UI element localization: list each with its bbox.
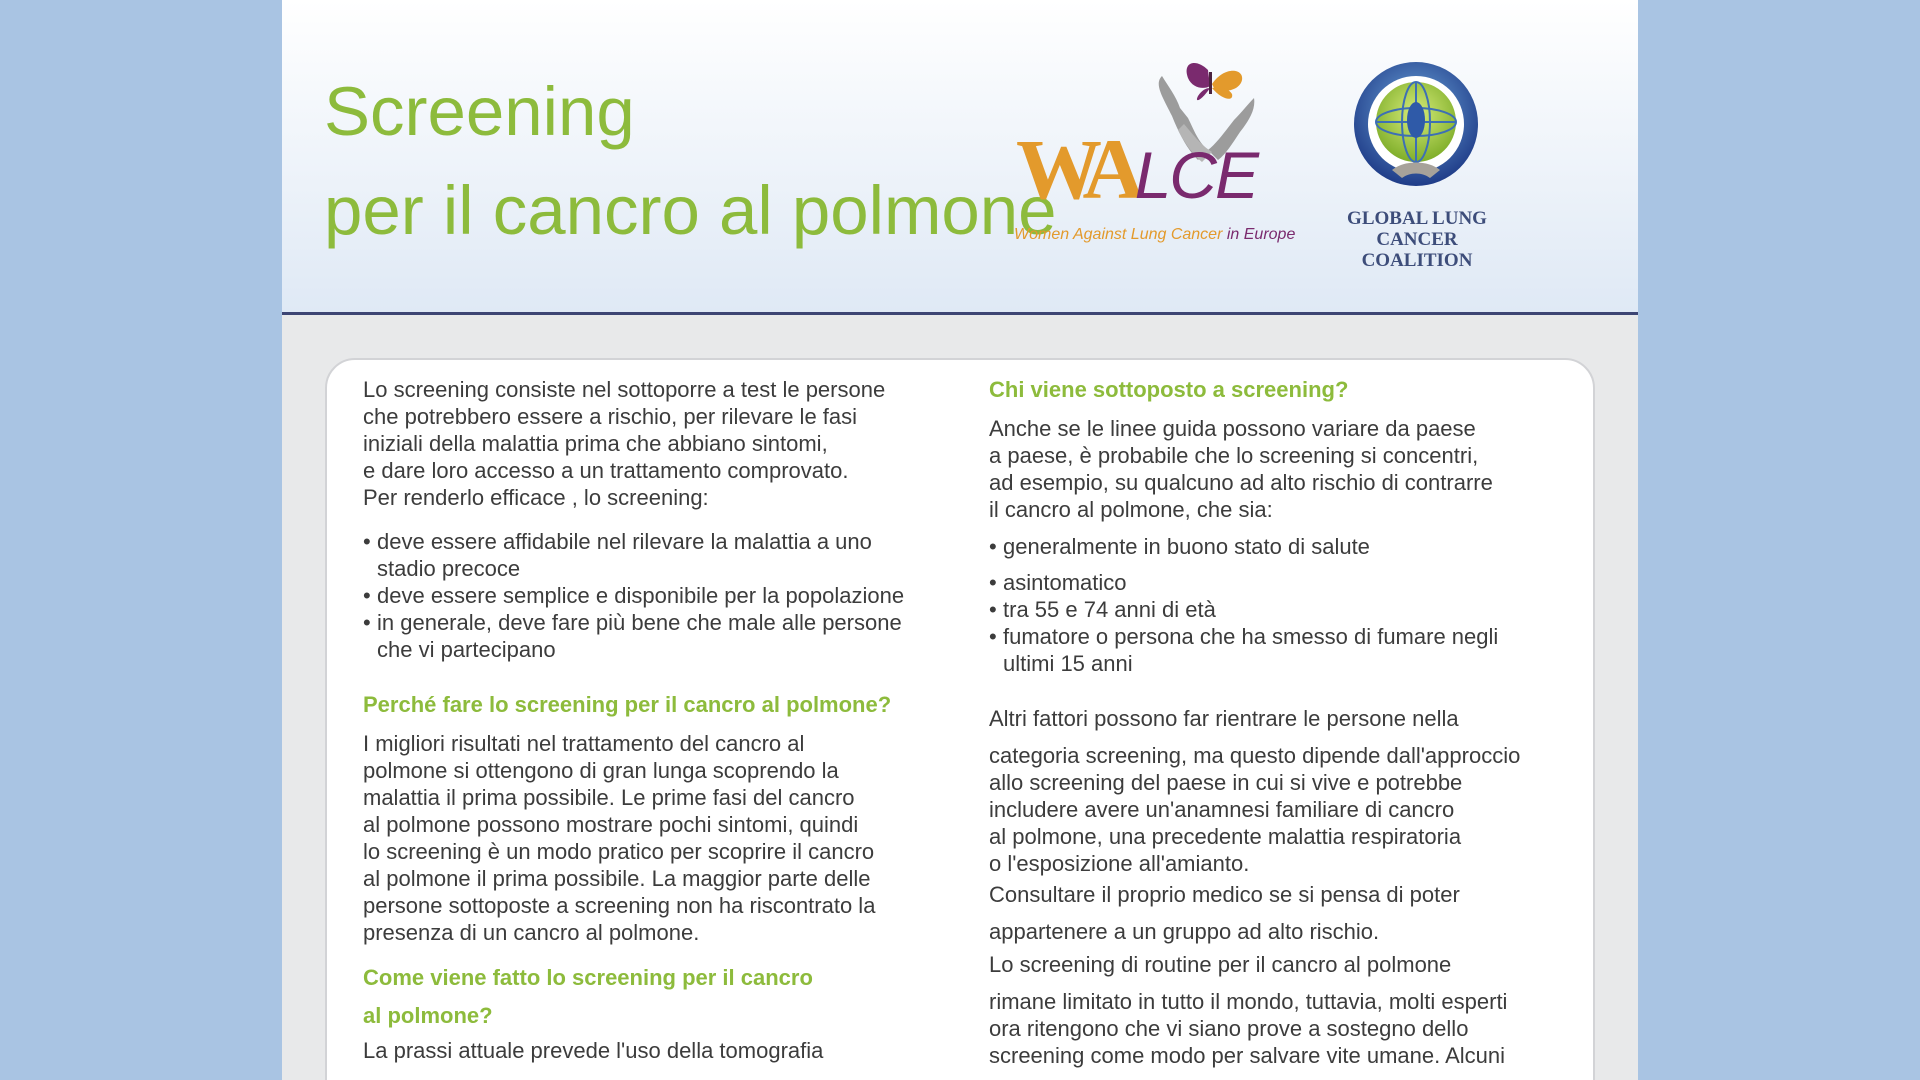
consult-line: appartenere a un gruppo ad alto rischio. [989, 919, 1380, 944]
intro-line: Per renderlo efficace , lo screening: [363, 485, 709, 510]
list-item-text: che vi partecipano [377, 637, 556, 662]
glcc-globe-logo-icon [1352, 62, 1486, 202]
list-item [363, 582, 923, 609]
consult-line: Consultare il proprio medico se si pensa di poter [989, 882, 1460, 907]
list-item [363, 609, 923, 663]
list-item-text: stadio precoce [377, 556, 521, 581]
list-item-text: • deve essere affidabile nel rilevare la malattia a uno [377, 529, 872, 554]
walce-letters-lce: LCE [1134, 138, 1257, 212]
list-item-text: • in generale, deve fare più bene che male alle persone [377, 610, 902, 635]
glcc-line-2: COALITION [1361, 250, 1473, 271]
heading-how-screening [363, 964, 923, 1029]
routine-line: Lo screening di routine per il cancro al polmone [989, 952, 1452, 977]
who-line: a paese, è probabile che lo screening si concentri, [989, 443, 1479, 468]
walce-tagline-main: Women Against Lung Cancer [1014, 226, 1227, 243]
list-item-text: • deve essere semplice e disponibile per la popolazione [377, 583, 905, 608]
who-line: ad esempio, su qualcuno ad alto rischio di contrarre [989, 470, 1493, 495]
requirements-list [363, 528, 923, 663]
walce-tagline [1014, 226, 1295, 244]
walce-tagline-europe: in Europe [1226, 226, 1296, 243]
why-line: al polmone il prima possibile. La maggior parte delle [363, 866, 871, 891]
title-line-2: per il cancro al polmone [324, 172, 1057, 249]
routine-paragraph [989, 951, 1559, 1069]
title-line-1: Screening [324, 73, 635, 150]
why-line: polmone si ottengono di gran lunga scoprendo la [363, 758, 839, 783]
why-line: persone sottoposte a screening non ha riscontrato la [363, 893, 876, 918]
walce-letters-wa: WA [1016, 121, 1135, 217]
heading-who-screened: Chi viene sottoposto a screening? [989, 377, 1349, 402]
why-line: presenza di un cancro al polmone. [363, 920, 700, 945]
list-item [989, 533, 1559, 560]
other-factors-line: Altri fattori possono far rientrare le persone nella [989, 706, 1459, 731]
other-factors-line: allo screening del paese in cui si vive e potrebbe [989, 770, 1463, 795]
glcc-wordmark [1312, 208, 1522, 271]
who-paragraph [989, 415, 1559, 523]
other-factors-line: includere avere un'anamnesi familiare di cancro [989, 797, 1455, 822]
other-factors-line: al polmone, una precedente malattia respiratoria [989, 824, 1462, 849]
intro-line: iniziali della malattia prima che abbiano sintomi, [363, 431, 828, 456]
risk-criteria-list [989, 533, 1559, 677]
list-item [989, 596, 1559, 623]
consult-paragraph [989, 881, 1559, 945]
intro-line: Lo screening consiste nel sottoporre a test le persone [363, 377, 886, 402]
how-paragraph: La prassi attuale prevede l'uso della tomografia [363, 1038, 824, 1063]
list-item-text: • asintomatico [1003, 570, 1127, 595]
why-line: al polmone possono mostrare pochi sintomi, quindi [363, 812, 859, 837]
other-factors-line: categoria screening, ma questo dipende dall'approccio [989, 743, 1521, 768]
document-page [282, 0, 1638, 1080]
heading-how-line-2: al polmone? [363, 1003, 493, 1028]
left-column [363, 376, 923, 1064]
document-header [282, 0, 1638, 315]
why-line: lo screening è un modo pratico per scoprire il cancro [363, 839, 875, 864]
intro-line: che potrebbero essere a rischio, per rilevare le fasi [363, 404, 858, 429]
document-title [324, 62, 1057, 260]
routine-line: rimane limitato in tutto il mondo, tuttavia, molti esperti [989, 989, 1508, 1014]
other-factors-line: o l'esposizione all'amianto. [989, 851, 1250, 876]
list-item [989, 569, 1559, 596]
list-item-text: • fumatore o persona che ha smesso di fumare negli [1003, 624, 1499, 649]
why-paragraph [363, 730, 923, 946]
heading-why-screening: Perché fare lo screening per il cancro al polmone? [363, 692, 892, 717]
why-line: malattia il prima possibile. Le prime fasi del cancro [363, 785, 855, 810]
heading-how-line-1: Come viene fatto lo screening per il cancro [363, 965, 813, 990]
routine-line: ora ritengono che vi siano prove a sostegno dello [989, 1016, 1469, 1041]
who-line: Anche se le linee guida possono variare da paese [989, 416, 1476, 441]
glcc-line-1: GLOBAL LUNG CANCER [1347, 208, 1487, 250]
walce-wordmark [1016, 121, 1257, 218]
list-item [989, 623, 1559, 677]
list-item [363, 528, 923, 582]
list-item-text: ultimi 15 anni [1003, 651, 1133, 676]
intro-paragraph [363, 376, 923, 511]
intro-line: e dare loro accesso a un trattamento comprovato. [363, 458, 849, 483]
why-line: I migliori risultati nel trattamento del cancro al [363, 731, 805, 756]
routine-line: screening come modo per salvare vite umane. Alcuni [989, 1043, 1506, 1068]
list-item-text: • generalmente in buono stato di salute [1003, 534, 1370, 559]
right-column [989, 376, 1559, 1069]
who-line: il cancro al polmone, che sia: [989, 497, 1273, 522]
list-item-text: • tra 55 e 74 anni di età [1003, 597, 1216, 622]
other-factors-paragraph [989, 705, 1559, 877]
content-card [325, 358, 1595, 1080]
